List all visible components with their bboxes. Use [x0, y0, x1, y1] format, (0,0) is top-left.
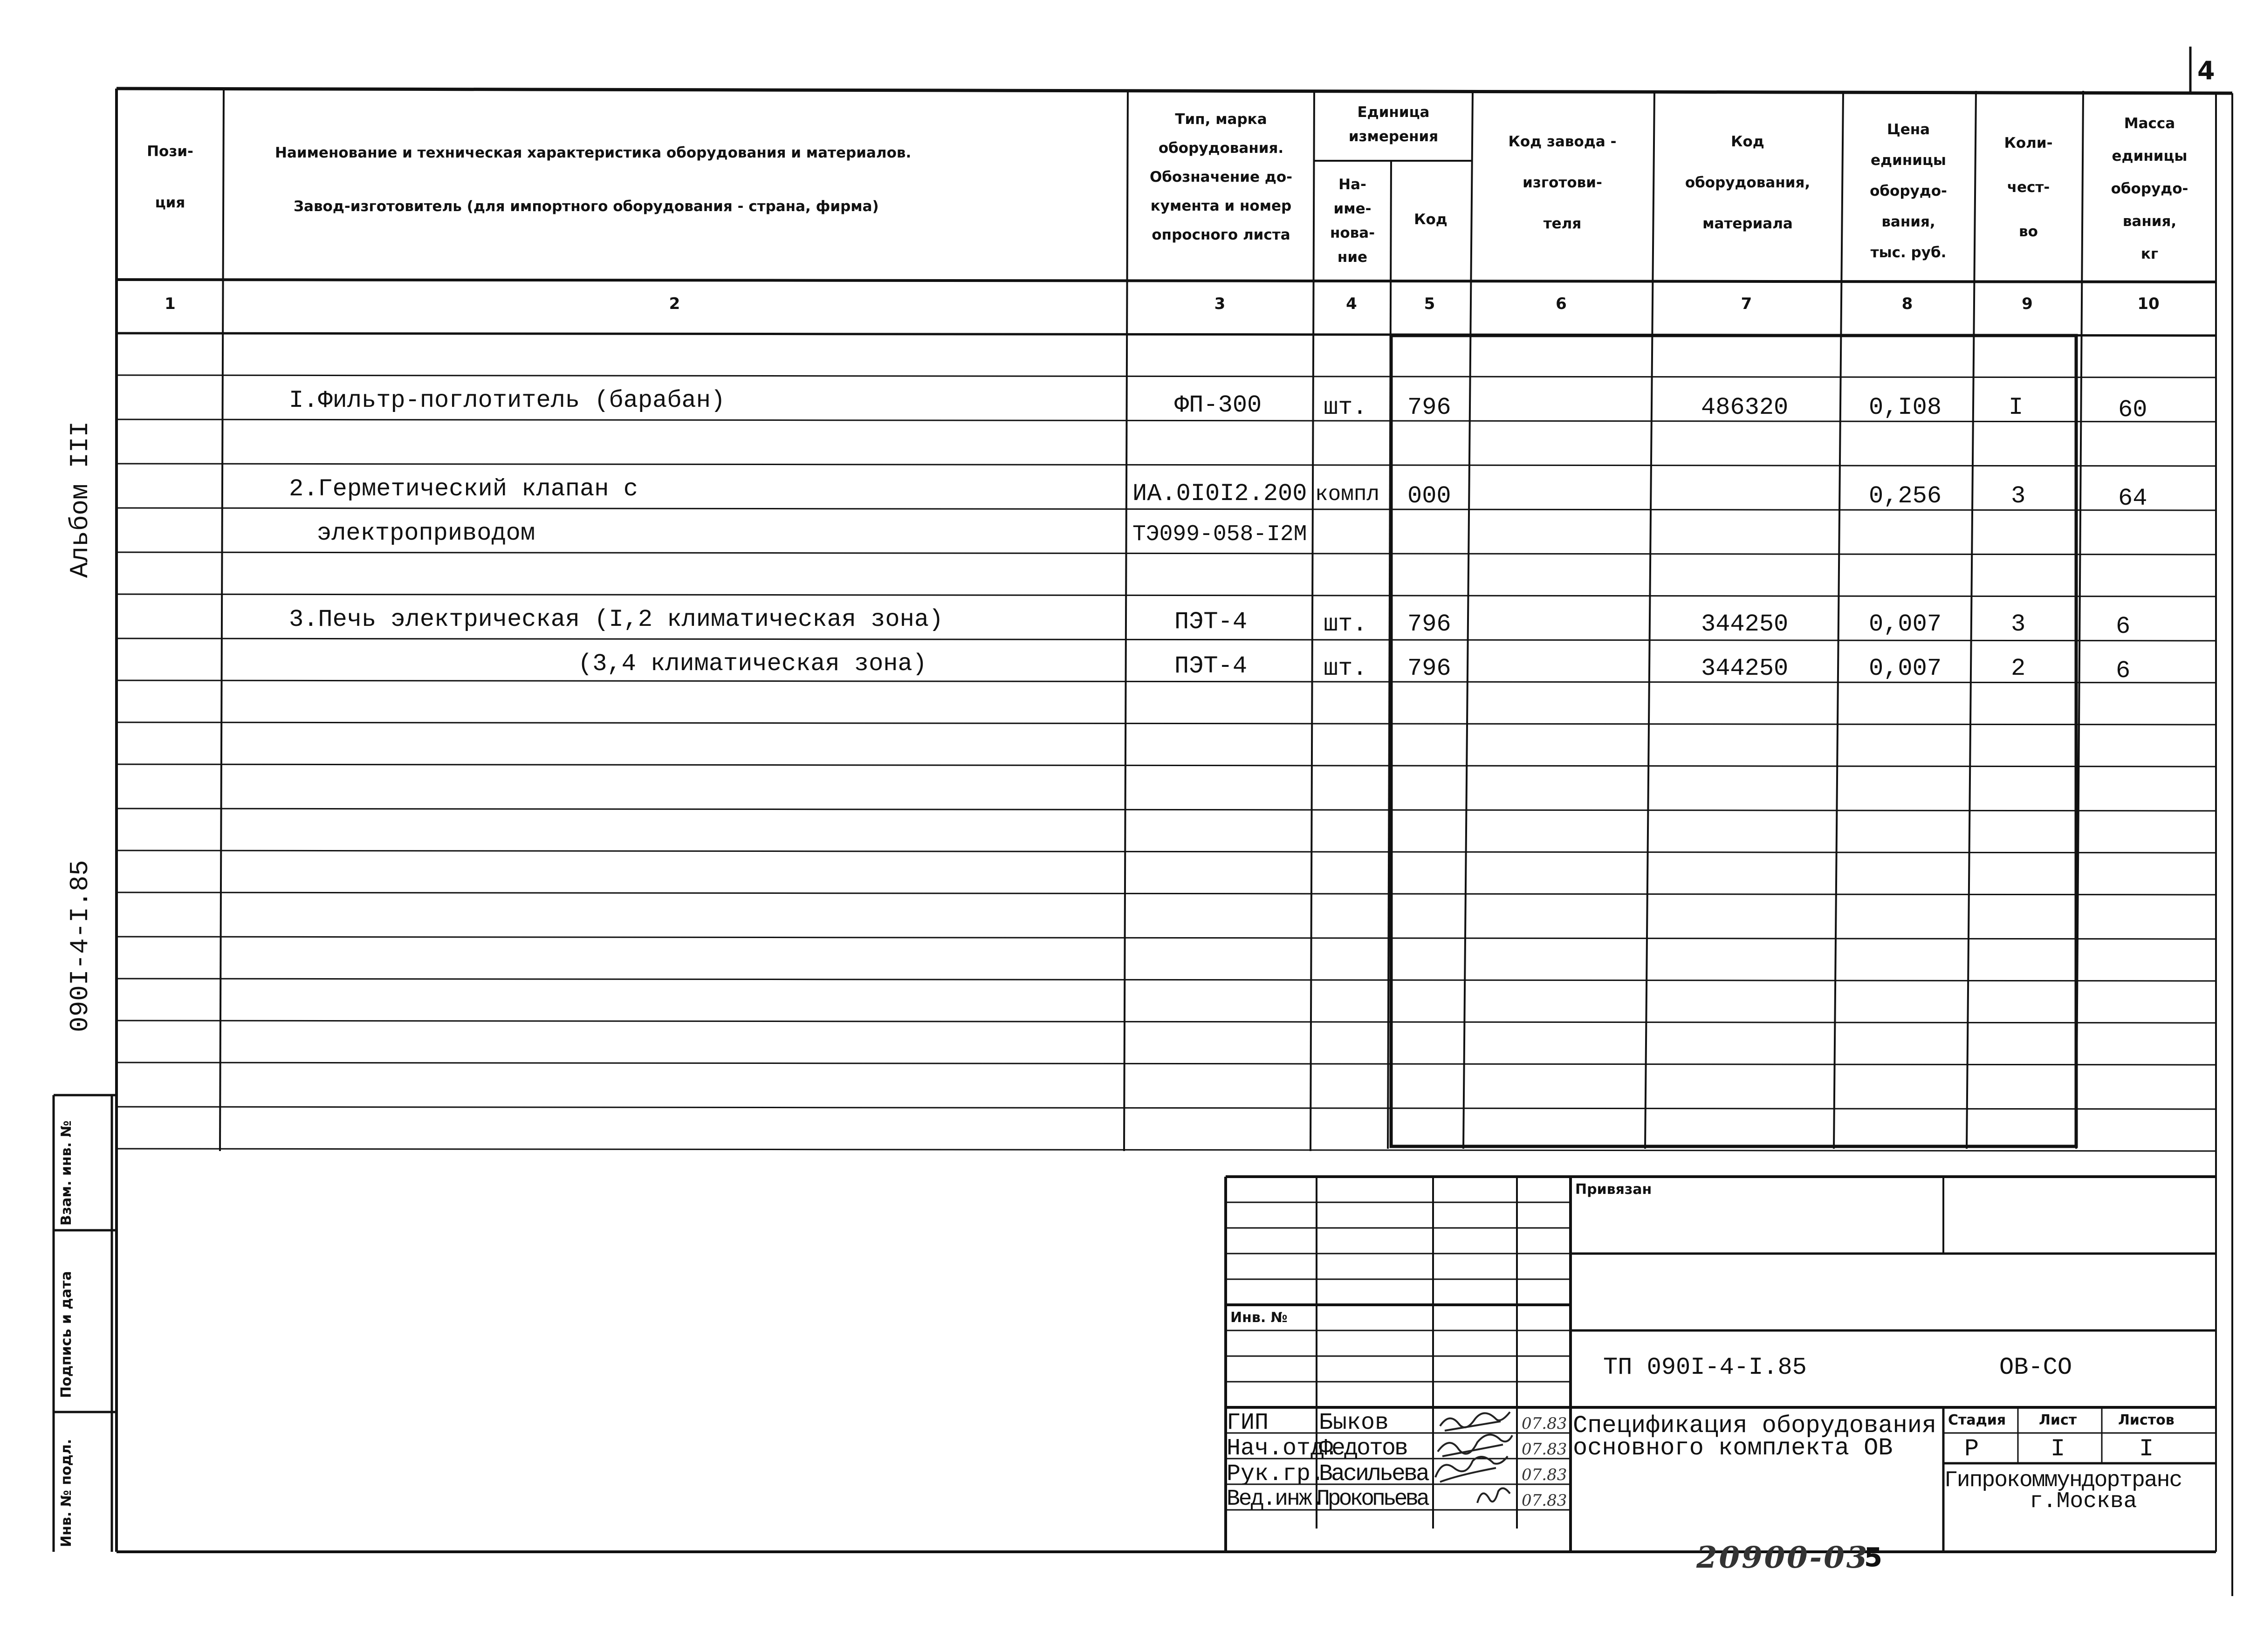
signer-date: 07.83 — [1522, 1440, 1567, 1459]
side-signature-date-label: Подпись и дата — [58, 1271, 75, 1398]
stamp-org-city: г.Москва — [2030, 1489, 2137, 1514]
header-unit-group: Единица измерения — [1348, 104, 1439, 145]
table-row-name: 3.Печь электрическая (I,2 климатическая зона) — [289, 606, 944, 633]
table-row-type: ПЭТ-4 — [1174, 652, 1248, 680]
table-row-name: электроприводом — [317, 520, 535, 547]
signer-name: Федотов — [1319, 1435, 1407, 1462]
table-row-price: 0,256 — [1869, 482, 1942, 510]
header-plant-code: Код завода - изготови- теля — [1508, 133, 1617, 232]
table-row-qty: I — [2009, 394, 2024, 421]
stamp-doc-number: ТП 090I-4-I.85 — [1603, 1354, 1807, 1381]
table-row-type: ТЭ099-058-I2M — [1132, 522, 1307, 547]
header-unit-price: Цена единицы оборудо- вания, тыс. руб. — [1870, 121, 1947, 261]
column-number: 4 — [1346, 295, 1357, 313]
stamp-title-line2: основного комплекта ОВ — [1573, 1434, 1893, 1462]
stamp-attached-label: Привязан — [1575, 1181, 1652, 1198]
table-row-code: 000 — [1407, 482, 1451, 510]
table-row-unit: шт. — [1324, 610, 1367, 638]
signer-name: Васильева — [1319, 1461, 1428, 1487]
table-row-qty: 2 — [2011, 655, 2026, 682]
signer-role: ГИП — [1227, 1410, 1269, 1436]
header-unit-mass: Масса единицы оборудо- вания, кг — [2111, 115, 2188, 262]
side-original-inv-label: Инв. № подл. — [58, 1439, 75, 1547]
signer-date: 07.83 — [1522, 1414, 1567, 1433]
column-number: 9 — [2022, 295, 2033, 313]
side-doc-code: 090I-4-I.85 — [65, 860, 95, 1032]
header-name-line1: Наименование и техническая характеристика оборудования и материалов. — [275, 144, 912, 161]
table-row-unit: шт. — [1324, 655, 1367, 682]
table-row-price: 0,007 — [1869, 610, 1942, 638]
signer-name: Прокопьева — [1317, 1487, 1428, 1512]
table-row-code: 796 — [1407, 394, 1451, 421]
stamp-mark: ОВ-СО — [1999, 1354, 2072, 1381]
column-number: 8 — [1901, 295, 1913, 313]
header-name-line2: Завод-изготовитель (для импортного оборудования - страна, фирма) — [294, 198, 879, 215]
stamp-sheets-value: I — [2139, 1435, 2154, 1463]
table-row-name: (3,4 климатическая зона) — [578, 650, 927, 678]
stamp-sheet-label: Лист — [2039, 1412, 2077, 1428]
column-number: 3 — [1214, 295, 1226, 313]
signer-name: Быков — [1319, 1410, 1389, 1436]
table-row-type: ИА.0I0I2.200 — [1132, 480, 1307, 507]
signer-role: Вед.инж. — [1227, 1487, 1323, 1512]
column-number: 6 — [1556, 295, 1567, 313]
page-number: 4 — [2197, 56, 2215, 85]
table-row-unit: шт. — [1324, 394, 1367, 421]
column-number: 7 — [1741, 295, 1752, 313]
stamp-title-line1: Спецификация оборудования — [1573, 1412, 1937, 1440]
header-unit-code: Код — [1414, 211, 1447, 228]
signer-role: Нач.отд. — [1227, 1435, 1339, 1462]
table-row-type: ФП-300 — [1174, 391, 1262, 419]
table-row-equipment-code: 486320 — [1701, 394, 1789, 421]
side-replaced-inv-label: Взам. инв. № — [58, 1120, 75, 1226]
header-position: Пози- ция — [147, 143, 193, 211]
table-row-type: ПЭТ-4 — [1174, 608, 1248, 636]
table-row-price: 0,007 — [1869, 655, 1942, 682]
footer-page: 5 — [1864, 1542, 1882, 1573]
table-row-unit: компл — [1315, 482, 1380, 507]
table-row-mass: 6 — [2116, 613, 2131, 640]
header-type: Тип, марка оборудования. Обозначение до- кумента и номер опросного листа — [1149, 111, 1293, 243]
header-equipment-code: Код оборудования, материала — [1685, 133, 1811, 232]
table-row-name: I.Фильтр-поглотитель (барабан) — [289, 387, 726, 414]
table-row-mass: 64 — [2118, 485, 2147, 512]
stamp-sheets-label: Листов — [2118, 1412, 2175, 1428]
table-row-code: 796 — [1407, 655, 1451, 682]
header-unit-name: На- име- нова- ние — [1330, 176, 1375, 266]
table-row-equipment-code: 344250 — [1701, 655, 1789, 682]
stamp-stage-value: Р — [1964, 1435, 1979, 1463]
stamp-org-name: Гипрокоммундортранс — [1944, 1468, 2182, 1493]
table-row-price: 0,I08 — [1869, 394, 1942, 421]
table-row-mass: 6 — [2116, 657, 2131, 685]
signer-date: 07.83 — [1522, 1491, 1567, 1510]
column-number: 2 — [669, 295, 680, 313]
column-number: 5 — [1424, 295, 1435, 313]
column-number: 1 — [165, 295, 176, 313]
column-number: 10 — [2137, 295, 2160, 313]
table-row-name: 2.Герметический клапан с — [289, 475, 638, 503]
header-quantity: Коли- чест- во — [2004, 135, 2053, 240]
signer-role: Рук.гр. — [1227, 1461, 1325, 1487]
stamp-stage-label: Стадия — [1948, 1412, 2006, 1428]
signer-date: 07.83 — [1522, 1466, 1567, 1484]
footer-code: 20900-03 — [1696, 1540, 1869, 1575]
table-row-mass: 60 — [2118, 396, 2147, 424]
table-row-qty: 3 — [2011, 482, 2026, 510]
stamp-inv-label: Инв. № — [1230, 1309, 1288, 1326]
side-album-label: Альбом III — [65, 421, 95, 578]
table-row-code: 796 — [1407, 610, 1451, 638]
table-row-qty: 3 — [2011, 610, 2026, 638]
stamp-sheet-value: I — [2051, 1435, 2065, 1463]
table-row-equipment-code: 344250 — [1701, 610, 1789, 638]
